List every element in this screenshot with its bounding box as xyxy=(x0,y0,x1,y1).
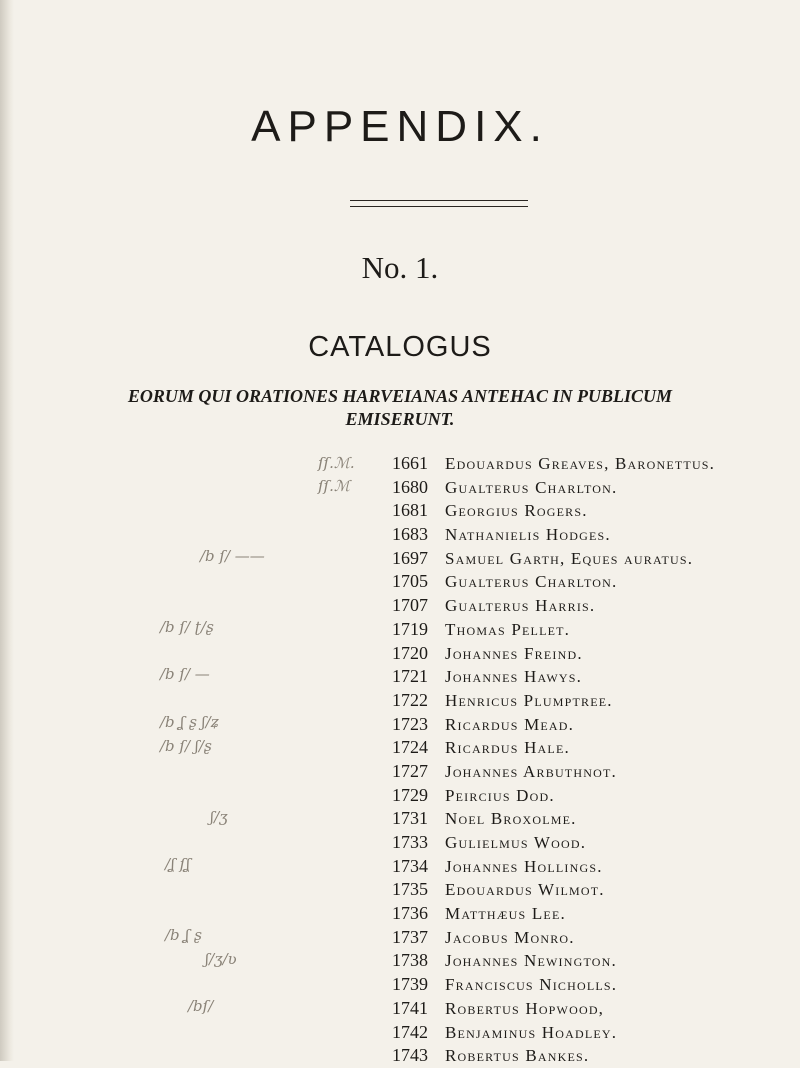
entry-name: Johannes Newington. xyxy=(445,951,617,971)
subheading-line-1: EORUM QUI ORATIONES HARVEIANAS ANTEHAC IN PUBLICUM xyxy=(127,386,673,406)
page-title: APPENDIX. xyxy=(251,102,549,151)
entry-name: Gualterus Charlton. xyxy=(445,477,618,497)
pencil-mark: /bſ/ xyxy=(188,997,214,1015)
entry-year: 1735 xyxy=(392,879,428,900)
list-item xyxy=(0,594,800,618)
entry-name: Gualterus Charlton. xyxy=(445,572,618,592)
entry-year: 1723 xyxy=(392,713,428,734)
entry-year: 1707 xyxy=(392,595,428,616)
entry-name: Edouardus Wilmot. xyxy=(445,880,605,900)
list-item xyxy=(0,689,800,713)
entry-year: 1722 xyxy=(392,689,428,710)
pencil-mark: ʃ/ʒ/ʋ xyxy=(205,950,237,968)
entry-name: Johannes Hollings. xyxy=(445,856,603,876)
entry-year: 1727 xyxy=(392,760,428,781)
list-item xyxy=(0,784,800,808)
entry-name: Ricardus Mead. xyxy=(445,714,575,734)
pencil-mark: /b ʆ ʂ xyxy=(165,926,202,944)
entry-name: Thomas Pellet. xyxy=(445,619,571,639)
list-item xyxy=(0,807,800,831)
entry-name: Johannes Arbuthnot. xyxy=(445,761,617,781)
list-item xyxy=(0,452,800,476)
entry-name: Georgius Rogers. xyxy=(445,501,588,521)
list-item xyxy=(0,855,800,879)
section-heading: CATALOGUS xyxy=(308,331,492,363)
list-item xyxy=(0,476,800,500)
entry-name: Robertus Hopwood, xyxy=(445,998,605,1018)
entry-year: 1736 xyxy=(392,903,428,924)
list-item xyxy=(0,760,800,784)
entry-name: Robertus Bankes. xyxy=(445,1046,590,1066)
pencil-mark: /b ʆ ʂ ʃ/ʑ xyxy=(160,713,220,731)
list-item xyxy=(0,878,800,902)
list-item xyxy=(0,949,800,973)
entry-year: 1719 xyxy=(392,618,428,639)
entry-name: Gualterus Harris. xyxy=(445,596,596,616)
pencil-mark: /b ſ/ ʈ/ʂ xyxy=(160,618,214,636)
list-item xyxy=(0,642,800,666)
entry-name: Johannes Freind. xyxy=(445,643,583,663)
entry-year: 1733 xyxy=(392,832,428,852)
entry-year: 1661 xyxy=(392,453,428,473)
entry-name: Noel Broxolme. xyxy=(445,809,577,829)
list-item xyxy=(0,973,800,997)
list-item xyxy=(0,713,800,737)
pencil-mark: ſſ.ℳ xyxy=(318,477,350,495)
entry-name: Jacobus Monro. xyxy=(445,927,575,947)
entry-name: Edouardus Greaves, Baronettus. xyxy=(445,454,716,473)
entry-name: Nathanielis Hodges. xyxy=(445,525,611,545)
entry-year: 1720 xyxy=(392,642,428,663)
list-item xyxy=(0,1044,800,1068)
entry-year: 1742 xyxy=(392,1021,428,1042)
entry-year: 1683 xyxy=(392,524,428,545)
entry-year: 1697 xyxy=(392,547,428,568)
entry-year: 1743 xyxy=(392,1045,428,1066)
entry-name: Samuel Garth, Eques auratus. xyxy=(445,548,694,568)
entry-name: Johannes Hawys. xyxy=(445,667,583,687)
list-item xyxy=(0,902,800,926)
entry-year: 1734 xyxy=(392,855,428,876)
pencil-mark: /b ſ/ ʃ/ʂ xyxy=(160,737,212,755)
section-subheading xyxy=(0,385,800,431)
entry-year: 1681 xyxy=(392,500,428,521)
subheading-line-2: EMISERUNT. xyxy=(345,409,455,429)
list-item xyxy=(0,926,800,950)
entry-year: 1738 xyxy=(392,950,428,971)
entry-year: 1680 xyxy=(392,476,428,497)
list-item xyxy=(0,570,800,594)
list-item xyxy=(0,665,800,689)
entry-name: Franciscus Nicholls. xyxy=(445,975,618,995)
pencil-mark: ʃ/ʒ xyxy=(210,808,228,826)
list-item xyxy=(0,499,800,523)
list-item xyxy=(0,618,800,642)
entry-year: 1721 xyxy=(392,666,428,687)
entry-name: Peircius Dod. xyxy=(445,785,555,805)
double-rule-divider xyxy=(350,200,528,207)
entry-name: Henricus Plumptree. xyxy=(445,690,613,710)
entry-name: Gulielmus Wood. xyxy=(445,833,587,852)
list-item xyxy=(0,831,800,855)
list-item xyxy=(0,736,800,760)
pencil-mark: /b ſ/ — xyxy=(160,665,210,683)
entry-year: 1705 xyxy=(392,571,428,592)
list-item xyxy=(0,547,800,571)
entry-name: Matthæus Lee. xyxy=(445,904,566,924)
entry-year: 1731 xyxy=(392,808,428,829)
entry-year: 1739 xyxy=(392,974,428,995)
entry-year: 1724 xyxy=(392,737,428,758)
entry-year: 1741 xyxy=(392,997,428,1018)
list-item xyxy=(0,997,800,1021)
entry-name: Ricardus Hale. xyxy=(445,738,570,758)
section-number: No. 1. xyxy=(361,250,439,285)
pencil-mark: /ʆ ſʆ xyxy=(165,855,191,873)
pencil-mark: /b ſ/ —— xyxy=(200,547,265,565)
orations-catalogue xyxy=(0,452,800,1068)
pencil-mark: ſſ.ℳ. xyxy=(318,454,355,472)
list-item xyxy=(0,1021,800,1045)
entry-year: 1737 xyxy=(392,926,428,947)
entry-year: 1729 xyxy=(392,784,428,805)
list-item xyxy=(0,523,800,547)
entry-name: Benjaminus Hoadley. xyxy=(445,1022,618,1042)
